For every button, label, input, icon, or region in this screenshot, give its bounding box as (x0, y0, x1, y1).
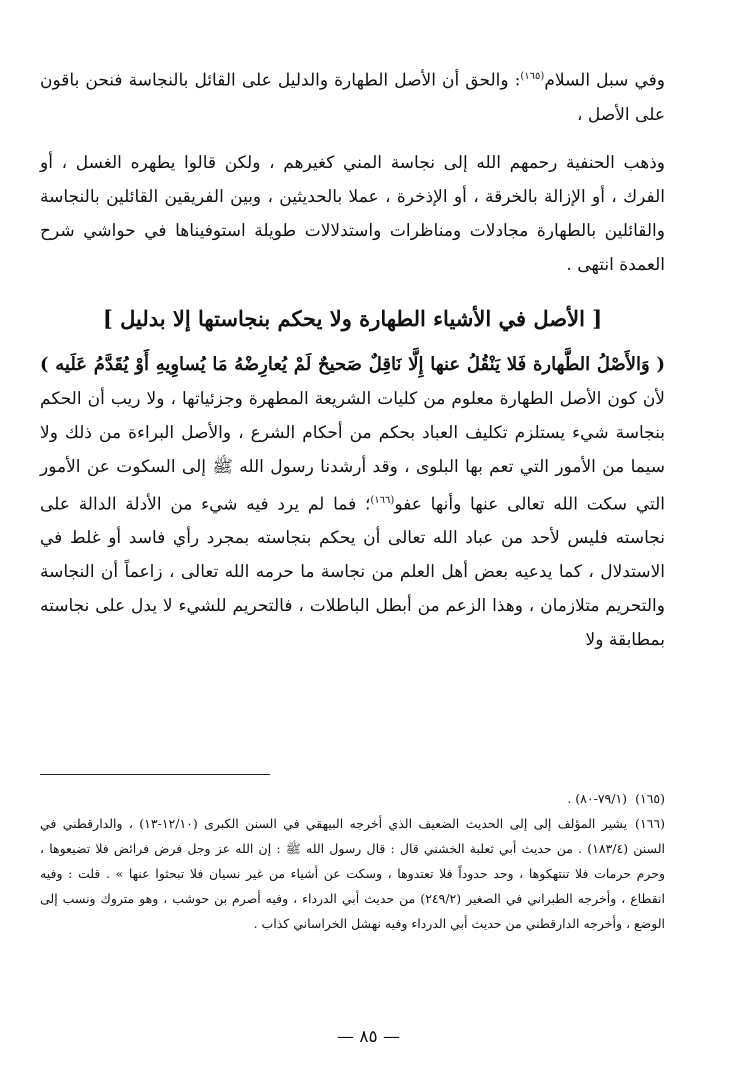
footnotes (40, 786, 665, 936)
footnote-166 (40, 811, 665, 936)
paragraph-1-text-a: وفي سبل السلام (544, 70, 665, 91)
page-number: — ٨٥ — (336, 1027, 401, 1047)
paragraph-1-text-b: : والحق أن الأصل الطهارة والدليل على القائل بالنجاسة فنحن باقون على الأصل ، (40, 70, 665, 125)
footnote-text: يشير المؤلف إلى إلى الحديث الضعيف الذي أخرجه البيهقي في السنن الكبرى (١٢/١٠-١٣) ، والدارقطني في السنن (١٨٣/٤) . من حديث أبي ثعلبة الخشني قال : قال رسول الله ﷺ : إن الله عز وجل فرض فرائض فلا تضيعوها ، وحرم حرمات فلا تنتهكوها ، وحد حدوداً فلا تعتدوها ، وسكت عن أشياء من غير نسيان فلا تبحثوا عنها » . قلت : وفيه انقطاع ، وأخرجه الطبراني في الصغير (٢٤٩/٢) من حديث أبي الدرداء ، وفيه أصرم بن حوشب ، وهو متروك ونسب إلى الوضع ، وأخرجه الدارقطني من حديث أبي الدرداء وفيه نهشل الخراساني كذاب . (40, 816, 666, 931)
main-paragraph (40, 348, 665, 658)
page-body (40, 60, 665, 657)
footnote-ref-165[interactable]: (١٦٥) (520, 71, 545, 82)
footnote-165 (40, 786, 665, 811)
footnote-text: (٧٩/١-٨٠) . (567, 791, 628, 806)
footnote-separator (40, 774, 270, 775)
paragraph-2: وذهب الحنفية رحمهم الله إلى نجاسة المني كغيرهم ، ولكن قالوا يطهره الغسل ، أو الفرك ، أو الإزالة بالخرقة ، أو الإذخرة ، عملا بالحديثين ، وبين الفريقين القائلين بالنجاسة والقائلين بالطهارة مجادلات ومناظرات واستدلالات طويلة استوفيناها في حواشي شرح العمدة انتهى . (40, 152, 665, 275)
main-text-a: لأن كون الأصل الطهارة معلوم من كليات الشريعة المطهرة وجزئياتها ، ولا ريب أن الحكم بنجاسة شيء يستلزم تكليف العباد بحكم من أحكام الشرع ، والأصل البراءة من ذلك ولا سيما من الأمور التي تعم بها البلوى ، وقد أرشدنا رسول الله ﷺ إلى السكوت عن الأمور التي سكت الله تعالى عنها وأنها عفو (40, 388, 665, 515)
paragraph-1 (40, 60, 665, 132)
main-text-b: ؛ فما لم يرد فيه شيء من الأدلة الدالة على نجاسته فليس لأحد من عباد الله تعالى أن يحكم بنجاسته بمجرد رأي فاسد أو غلط في الاستدلال ، كما يدعيه بعض أهل العلم من نجاسة ما حرمه الله تعالى ، زاعماً أن النجاسة والتحريم متلازمان ، وهذا الزعم من أبطل الباطلات ، فالتحريم للشيء لا يدل على نجاسته بمطابقة ولا (40, 494, 665, 651)
section-heading: [ الأصل في الأشياء الطهارة ولا يحكم بنجاستها إلا بدليل ] (102, 305, 603, 331)
footnote-number: (١٦٥) (635, 791, 665, 806)
footnote-number: (١٦٦) (635, 816, 665, 831)
footnote-ref-166[interactable]: (١٦٦) (370, 494, 395, 506)
matn-bold-text: ( وَالأَصْلُ الطَّهارة فَلا يَنْقُلُ عنها إِلَّا نَاقِلٌ صَحيحٌ لَمْ يُعارِضْهُ مَا يُساوِيهِ أَوْ يُقَدَّمُ عَلَيه ) (40, 353, 665, 375)
